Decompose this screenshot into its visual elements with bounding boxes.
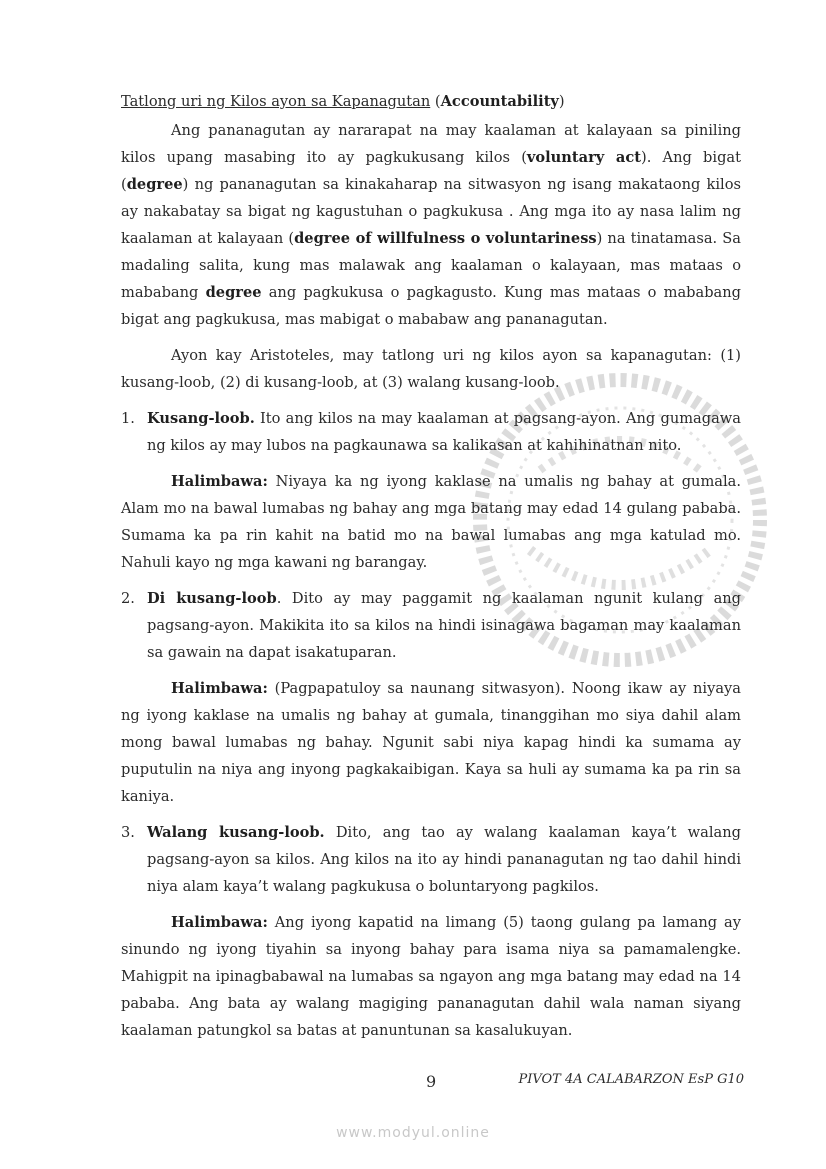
site-watermark: www.modyul.online (336, 1125, 490, 1141)
list-item-kusang-loob: 1. Kusang-loob. Ito ang kilos na may kaalaman at pagsang-ayon. Ang gumagawa ng kilos ay may lubos na pagkaunawa sa kalikasan at kahihinatnan nito. (121, 410, 741, 454)
list-item-walang-kusang-loob: 3. Walang kusang-loob. Dito, ang tao ay walang kaalaman kaya’t walang pagsang-ayon sa kilos. Ang kilos na ito ay hindi pananagutan ng tao dahil hindi niya alam kaya’t walang pagkukusa o boluntaryong pagkilos. (121, 824, 741, 895)
list-item-di-kusang-loob: 2. Di kusang-loob. Dito ay may paggamit ng kaalaman ngunit kulang ang pagsang-ayon. Makikita ito sa kilos na hindi isinagawa bagaman may kaalaman sa gawain na dapat isakatuparan. (121, 590, 742, 661)
example-kusang-loob: Halimbawa: Niyaya ka ng iyong kaklase na umalis ng bahay at gumala. Alam mo na bawal lumabas ng bahay ang mga batang may edad 14 gulang pababa. Sumama ka pa rin kahit na batid mo na bawal lumabas ang mga katulad mo. Nahuli kayo ng mga kawani ng barangay. (121, 473, 741, 571)
page-footer (0, 1062, 826, 1092)
example-di-kusang-loob: Halimbawa: (Pagpapatuloy sa naunang sitwasyon). Noong ikaw ay niyaya ng iyong kaklase na umalis ng bahay at gumala, tinanggihan mo siya dahil alam mong bawal lumabas ng bahay. Ngunit sabi niya kapag hindi ka sumama ay puputulin na niya ang inyong pagkakaibigan. Kaya sa huli ay sumama ka pa rin sa kaniya. (121, 680, 741, 805)
example-walang-kusang-loob: Halimbawa: Ang iyong kapatid na limang (5) taong gulang pa lamang ay sinundo ng iyong tiyahin sa inyong bahay para isama niya sa pamamalengke. Mahigpit na ipinagbabawal na lumabas sa ngayon ang mga batang may edad na 14 pababa. Ang bata ay walang magiging pananagutan dahil wala naman siyang kaalaman patungkol sa batas at panuntunan sa kasalukuyan. (121, 914, 741, 1039)
heading-accountability: Accountability (440, 93, 559, 110)
footer-module-label: PIVOT 4A CALABARZON EsP G10 (518, 1072, 744, 1087)
paragraph-aristoteles: Ayon kay Aristoteles, may tatlong uri ng kilos ayon sa kapanagutan: (1) kusang-loob, (2) di kusang-loob, at (3) walang kusang-loob. (121, 347, 741, 391)
heading-title: Tatlong uri ng Kilos ayon sa Kapanagutan (121, 93, 431, 110)
page-number: 9 (426, 1072, 437, 1091)
paragraph-pananagutan: Ang pananagutan ay nararapat na may kaalaman at kalayaan sa piniling kilos upang masabing ito ay pagkukusang kilos (voluntary act). Ang bigat (degree) ng pananagutan sa kinakaharap na sitwasyon ng isang makataong kilos ay nakabatay sa bigat ng kagustuhan o pagkukusa . Ang mga ito ay nasa lalim ng kaalaman at kalayaan (degree of willfulness o voluntariness) na tinatamasa. Sa madaling salita, kung mas malawak ang kaalaman o kalayaan, mas mataas o mababang degree ang pagkukusa o pagkagusto. Kung mas mataas o mababang bigat ang pagkukusa, mas mabigat o mababaw ang pananagutan. (121, 122, 741, 328)
section-heading: Tatlong uri ng Kilos ayon sa Kapanagutan (Accountability) (121, 93, 565, 110)
document-page (121, 88, 741, 1044)
